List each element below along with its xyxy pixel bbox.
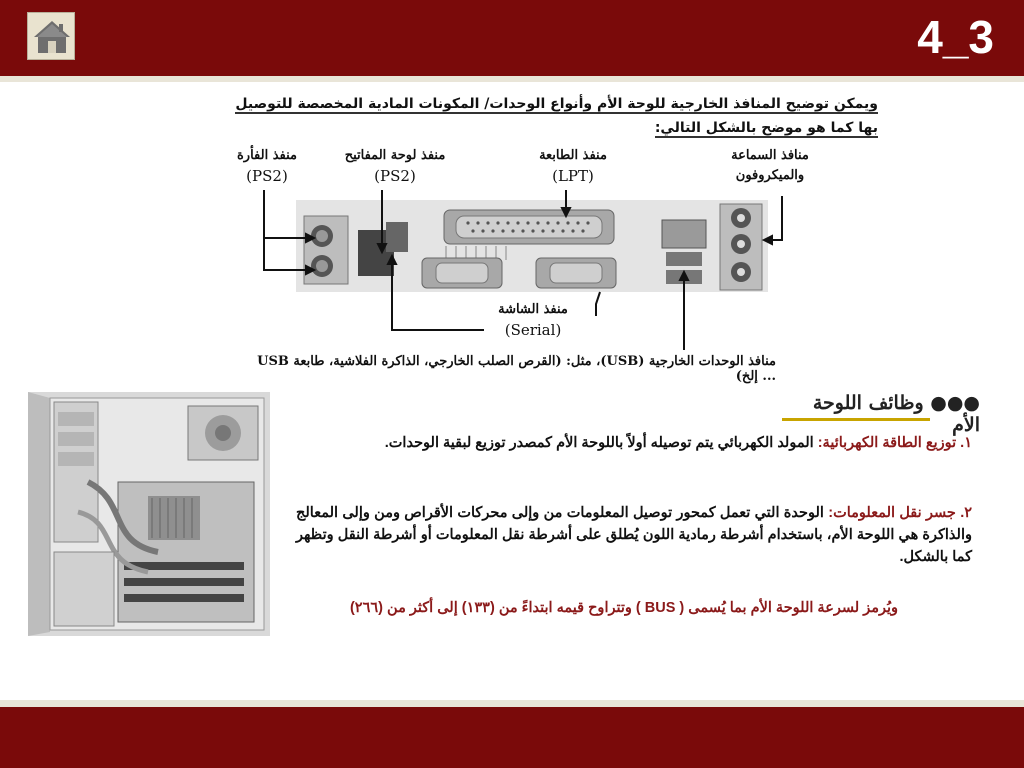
section-bullets: ●●●: [930, 392, 980, 414]
section-title-text: وظائف اللوحة الأم: [812, 392, 980, 436]
item-number: ١.: [960, 435, 972, 451]
function-item-1: [296, 432, 972, 454]
footer-divider: [0, 700, 1024, 707]
keyboard-port-title: منفذ لوحة المفاتيح: [344, 148, 446, 163]
mouse-port-type: (PS2): [246, 167, 288, 185]
section-underline: [782, 418, 930, 421]
function-item-2: [296, 502, 972, 568]
mouse-port-title: منفذ الفأرة: [236, 148, 297, 163]
keyboard-port-type: (PS2): [374, 167, 416, 185]
printer-port-type: (LPT): [552, 167, 594, 185]
display-port-title: منفذ الشاشة: [498, 302, 568, 317]
bus-note: ويُرمز لسرعة اللوحة الأم بما يُسمى ( BUS ) وتتراوح قيمه ابتداءً من (١٣٣) إلى أكثر من (٢٦٦): [349, 600, 899, 616]
item-heading: توزيع الطاقة الكهربائية:: [817, 435, 957, 451]
display-port-type: (Serial): [504, 321, 562, 339]
computer-case-image: [28, 392, 270, 636]
section-title: [790, 392, 980, 436]
usb-caption: منافذ الوحدات الخارجية (USB)، مثل: (القرص الصلب الخارجي، الذاكرة الفلاشية، طابعة USB ... إلخ): [257, 354, 776, 384]
item-number: ٢.: [960, 505, 973, 521]
item-text: الوحدة التي تعمل كمحور توصيل المعلومات من وإلى محركات الأقراص ومن وإلى المعالج والذاكرة هي اللوحة الأم، باستخدام أشرطة رمادية اللون يُطلق على أشرطة نقل المعلومات أو أشرطة النقل وتظهر كما بالشكل.: [296, 505, 972, 565]
port-pointer-lines: [0, 0, 1024, 380]
printer-port-title: منفذ الطابعة: [539, 148, 607, 163]
audio-port-title: منافذ السماعة والميكروفون: [731, 148, 809, 183]
item-text: المولد الكهربائي يتم توصيله أولاً باللوحة الأم كمصدر توزيع لبقية الوحدات.: [384, 435, 814, 451]
slide-number: 4_3: [917, 11, 994, 63]
footer-bar: [0, 707, 1024, 768]
item-heading: جسر نقل المعلومات:: [828, 505, 956, 521]
intro-text-content: ويمكن توضيح المنافذ الخارجية للوحة الأم وأنواع الوحدات/ المكونات المادية المخصصة للتوصيل بها كما هو موضح بالشكل التالي:: [235, 96, 878, 136]
